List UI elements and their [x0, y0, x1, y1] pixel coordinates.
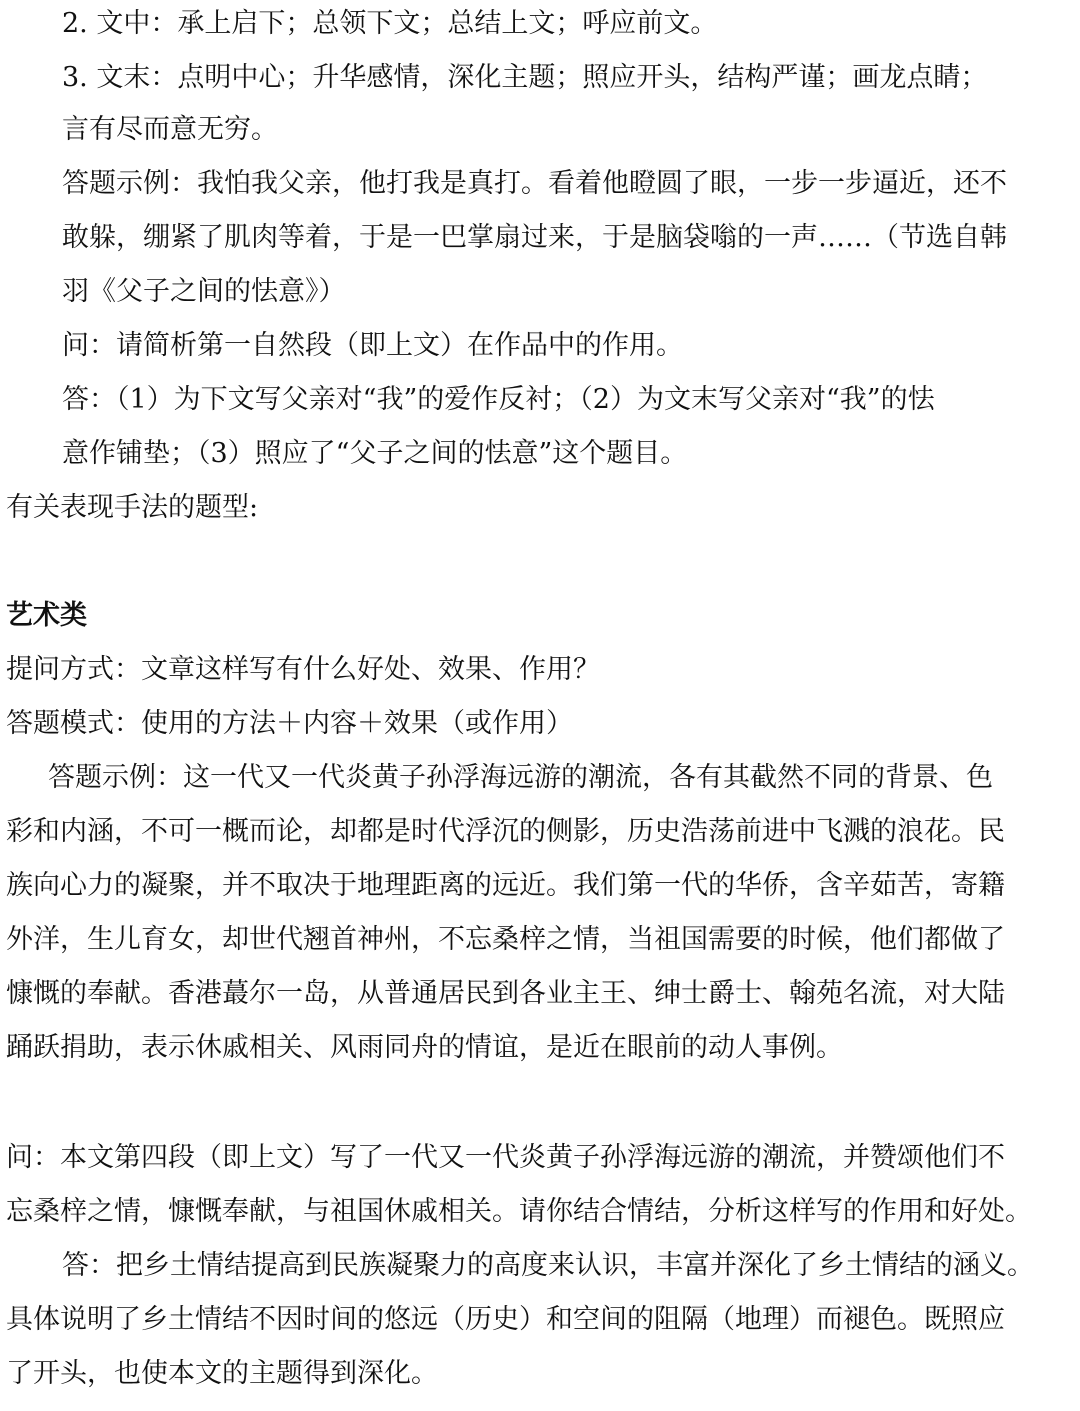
ask-method: 提问方式：文章这样写有什么好处、效果、作用？ [6, 654, 600, 685]
example-paragraph: 羽《父子之间的怯意》） [62, 276, 346, 307]
example-paragraph: 彩和内涵，不可一概而论，却都是时代浮沉的侧影，历史浩荡前进中飞溅的浪花。民 [6, 816, 1005, 847]
question-text: 忘桑梓之情，慷慨奉献，与祖国休戚相关。请你结合情结，分析这样写的作用和好处。 [6, 1196, 1032, 1227]
example-paragraph: 答题示例：我怕我父亲，他打我是真打。看着他瞪圆了眼，一步一步逼近，还不 [62, 168, 1007, 199]
example-paragraph: 慷慨的奉献。香港蕞尔一岛，从普通居民到各业主王、绅士爵士、翰苑名流，对大陆 [6, 978, 1005, 1009]
example-paragraph: 族向心力的凝聚，并不取决于地理距离的远近。我们第一代的华侨，含辛茹苦，寄籍 [6, 870, 1005, 901]
answer-text: 了开头，也使本文的主题得到深化。 [6, 1358, 438, 1389]
example-paragraph: 踊跃捐助，表示休戚相关、风雨同舟的情谊，是近在眼前的动人事例。 [6, 1032, 843, 1063]
answer-text: 答：把乡土情结提高到民族凝聚力的高度来认识，丰富并深化了乡土情结的涵义。 [62, 1250, 1034, 1281]
structure-item-3-cont: 言有尽而意无穷。 [62, 114, 278, 145]
answer-text: 意作铺垫；（3）照应了“父子之间的怯意”这个题目。 [62, 438, 688, 469]
section-heading: 有关表现手法的题型: [6, 492, 259, 523]
structure-item-2: 2. 文中：承上启下；总领下文；总结上文；呼应前文。 [62, 8, 718, 39]
example-paragraph: 答题示例：这一代又一代炎黄子孙浮海远游的潮流，各有其截然不同的背景、色 [48, 762, 993, 793]
example-paragraph: 外洋，生儿育女，却世代翘首神州，不忘桑梓之情，当祖国需要的时候，他们都做了 [6, 924, 1005, 955]
section-title: 艺术类 [6, 600, 87, 631]
answer-text: 具体说明了乡土情结不因时间的悠远（历史）和空间的阻隔（地理）而褪色。既照应 [6, 1304, 1005, 1335]
structure-item-3: 3. 文末：点明中心；升华感情，深化主题；照应开头，结构严谨；画龙点睛； [62, 62, 988, 93]
question-text: 问：本文第四段（即上文）写了一代又一代炎黄子孙浮海远游的潮流，并赞颂他们不 [6, 1142, 1005, 1173]
question-text: 问：请简析第一自然段（即上文）在作品中的作用。 [62, 330, 683, 361]
answer-pattern: 答题模式：使用的方法＋内容＋效果（或作用） [6, 708, 573, 739]
example-paragraph: 敢躲，绷紧了肌肉等着，于是一巴掌扇过来，于是脑袋嗡的一声……（节选自韩 [62, 222, 1007, 253]
answer-text: 答：（1）为下文写父亲对“我”的爱作反衬；（2）为文末写父亲对“我”的怯 [62, 384, 935, 415]
